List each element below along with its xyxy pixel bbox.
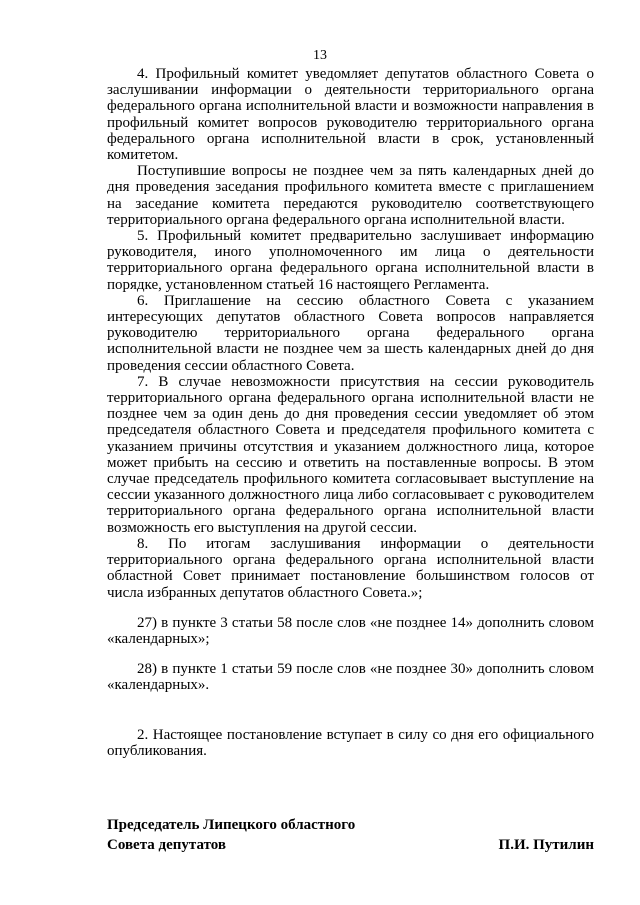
signature-title-line2: Совета депутатов xyxy=(107,837,226,853)
paragraph-questions: Поступившие вопросы не позднее чем за пять календарных дней до дня проведения заседания профильного комитета вместе с приглашением на заседание комитета передаются руководителю соответствующего территориального органа федерального органа исполнительной власти. xyxy=(107,163,594,228)
signature-title-line1: Председатель Липецкого областного xyxy=(107,817,356,833)
signatory-name: П.И. Путилин xyxy=(498,837,594,853)
amendment-28: 28) в пункте 1 статьи 59 после слов «не позднее 30» дополнить словом «календарных». xyxy=(107,661,594,694)
paragraph-item-4: 4. Профильный комитет уведомляет депутатов областного Совета о заслушивании информации о деятельности территориального органа федерального органа исполнительной власти и возможности направления в профильный комитет вопросов руководителю территориального органа федерального органа исполнительной власти в срок, установленный комитетом. xyxy=(107,66,594,164)
spacer xyxy=(107,647,594,661)
signature-block xyxy=(107,815,594,855)
spacer xyxy=(107,601,594,615)
paragraph-item-6: 6. Приглашение на сессию областного Совета с указанием интересующих депутатов областного Совета вопросов направляется руководителю территориального органа федерального органа исполнительной власти не позднее чем за шесть календарных дней до дня проведения сессии областного Совета. xyxy=(107,292,594,374)
page-number: 13 xyxy=(313,48,327,63)
document-body xyxy=(107,66,594,759)
amendment-27: 27) в пункте 3 статьи 58 после слов «не позднее 14» дополнить словом «календарных»; xyxy=(107,614,594,647)
paragraph-item-7: 7. В случае невозможности присутствия на сессии руководитель территориального органа федерального органа исполнительной власти не позднее чем за один день до дня проведения сессии уведомляет об этом председателя областного Совета и председателя профильного комитета с указанием причины отсутствия и указанием должностного лица, которое может прибыть на сессию и ответить на поставленные вопросы. В этом случае председатель профильного комитета согласовывает выступление на сессии указанного должностного лица либо согласовывает с руководителем территориального органа федерального органа исполнительной власти возможность его выступления на другой сессии. xyxy=(107,373,594,536)
final-clause: 2. Настоящее постановление вступает в силу со дня его официального опубликования. xyxy=(107,726,594,759)
paragraph-item-5: 5. Профильный комитет предварительно заслушивает информацию руководителя, иного уполномоченного им лица о деятельности территориального органа федерального органа исполнительной власти в порядке, установленном статьей 16 настоящего Регламента. xyxy=(107,228,594,293)
signature-row xyxy=(107,835,594,855)
spacer xyxy=(107,694,594,727)
paragraph-item-8: 8. По итогам заслушивания информации о деятельности территориального органа федерального органа исполнительной власти областной Совет принимает постановление большинством голосов от числа избранных депутатов областного Совета.»; xyxy=(107,535,594,601)
